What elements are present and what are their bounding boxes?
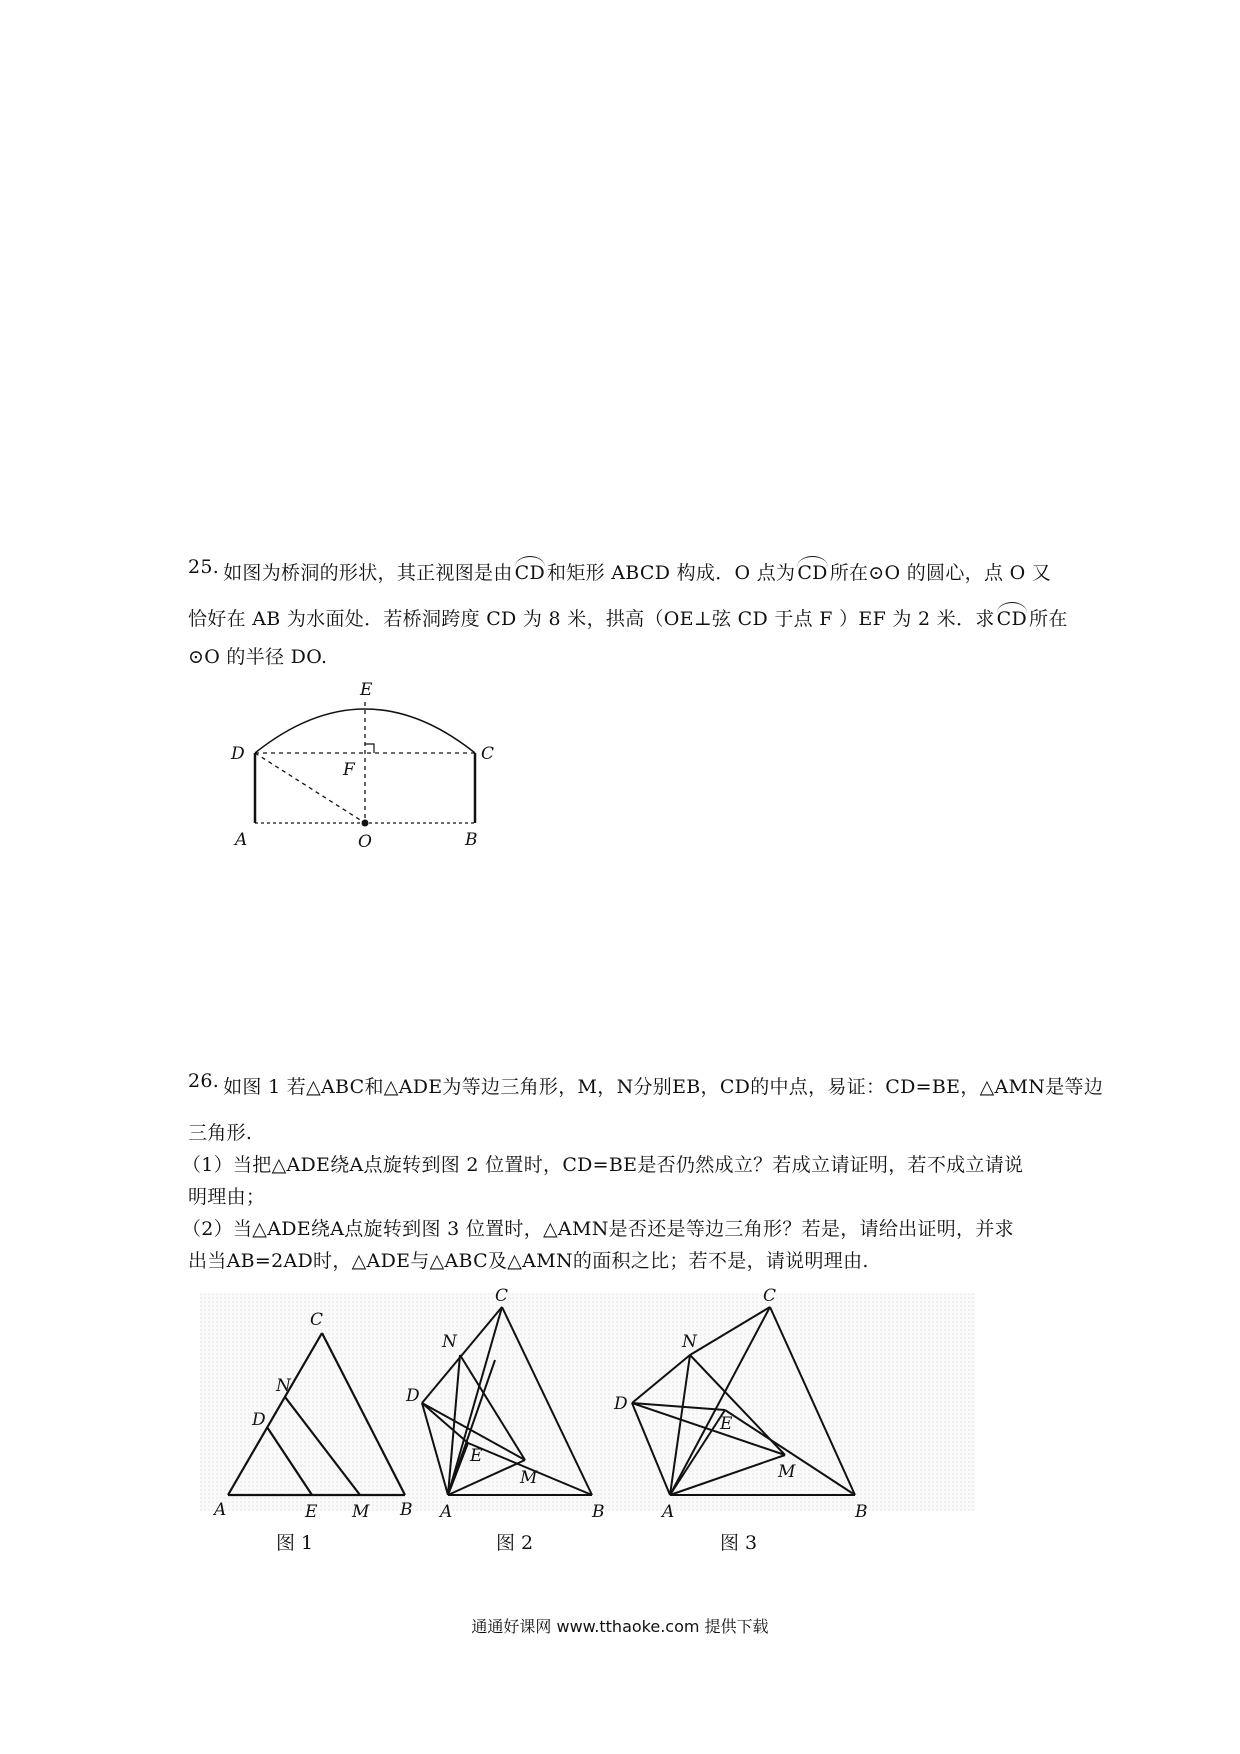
- q26-line-4: 明理由；: [188, 1186, 266, 1208]
- q25-number: 25.: [188, 556, 220, 578]
- fig1-label-A: A: [214, 1500, 227, 1520]
- fig1-label-N: N: [276, 1376, 291, 1396]
- fig2-label-N: N: [442, 1332, 457, 1352]
- q26-line-1: 26. 如图 1 若△ABC和△ADE为等边三角形，M，N分别EB，CD的中点，易证：CD=BE，△AMN是等边: [188, 1070, 1104, 1098]
- fig2-caption: 图 2: [496, 1532, 534, 1554]
- fig1-label-D: D: [252, 1410, 266, 1430]
- fig2-label-D: D: [406, 1386, 420, 1406]
- fig1-label-C: C: [310, 1310, 324, 1330]
- label-E: E: [360, 680, 373, 700]
- label-C: C: [481, 744, 495, 764]
- q26-line-2: 三角形.: [188, 1122, 253, 1144]
- footer-credit: 通通好课网 www.tthaoke.com 提供下载: [471, 1617, 769, 1636]
- label-B: B: [465, 830, 478, 850]
- label-A: A: [235, 830, 248, 850]
- fig1-label-M: M: [352, 1502, 370, 1522]
- q26-line-3: （1）当把△ADE绕A点旋转到图 2 位置时，CD=BE是否仍然成立？若成立请证明，若不成立请说: [182, 1154, 1024, 1176]
- q25-line-3: ⊙O 的半径 DO.: [188, 646, 328, 668]
- fig3-label-E: E: [720, 1414, 733, 1434]
- q26-line-6: 出当AB=2AD时，△ADE与△ABC及△AMN的面积之比；若不是，请说明理由.: [188, 1250, 869, 1272]
- fig2-label-M: M: [520, 1468, 538, 1488]
- fig3-label-A: A: [662, 1502, 675, 1522]
- fig3-label-D: D: [614, 1394, 628, 1414]
- fig3-label-M: M: [778, 1462, 796, 1482]
- q25-bridge-figure: [225, 675, 505, 855]
- fig3-caption: 图 3: [720, 1532, 758, 1554]
- fig2-label-C: C: [495, 1286, 509, 1306]
- q25-line-2: 恰好在 AB 为水面处．若桥洞跨度 CD 为 8 米，拱高（OE⊥弦 CD 于点 F ）EF 为 2 米．求 CD 所在: [188, 602, 1068, 631]
- fig3-label-C: C: [763, 1286, 777, 1306]
- fig2-label-A: A: [440, 1502, 453, 1522]
- fig3-label-N: N: [682, 1332, 697, 1352]
- q26-figures: [200, 1285, 980, 1565]
- fig3-label-B: B: [855, 1502, 868, 1522]
- fig1-caption: 图 1: [276, 1532, 314, 1554]
- fig1-label-E: E: [305, 1502, 318, 1522]
- fig1-label-B: B: [400, 1500, 413, 1520]
- label-D: D: [231, 744, 245, 764]
- arc-cd-symbol: CD: [797, 556, 827, 584]
- label-O: O: [358, 832, 372, 852]
- fig2-label-B: B: [592, 1502, 605, 1522]
- q26-line-5: （2）当△ADE绕A点旋转到图 3 位置时，△AMN是否还是等边三角形？若是，请给出证明，并求: [182, 1218, 1014, 1240]
- q26-number: 26.: [188, 1070, 220, 1092]
- arc-cd-symbol: CD: [997, 602, 1027, 630]
- label-F: F: [343, 760, 355, 780]
- fig2-label-E: E: [470, 1446, 483, 1466]
- arc-cd-symbol: CD: [515, 556, 545, 584]
- q25-line-1: 25. 如图为桥洞的形状，其正视图是由 CD 和矩形 ABCD 构成．O 点为 CD 所在⊙O 的圆心，点 O 又: [188, 556, 1052, 584]
